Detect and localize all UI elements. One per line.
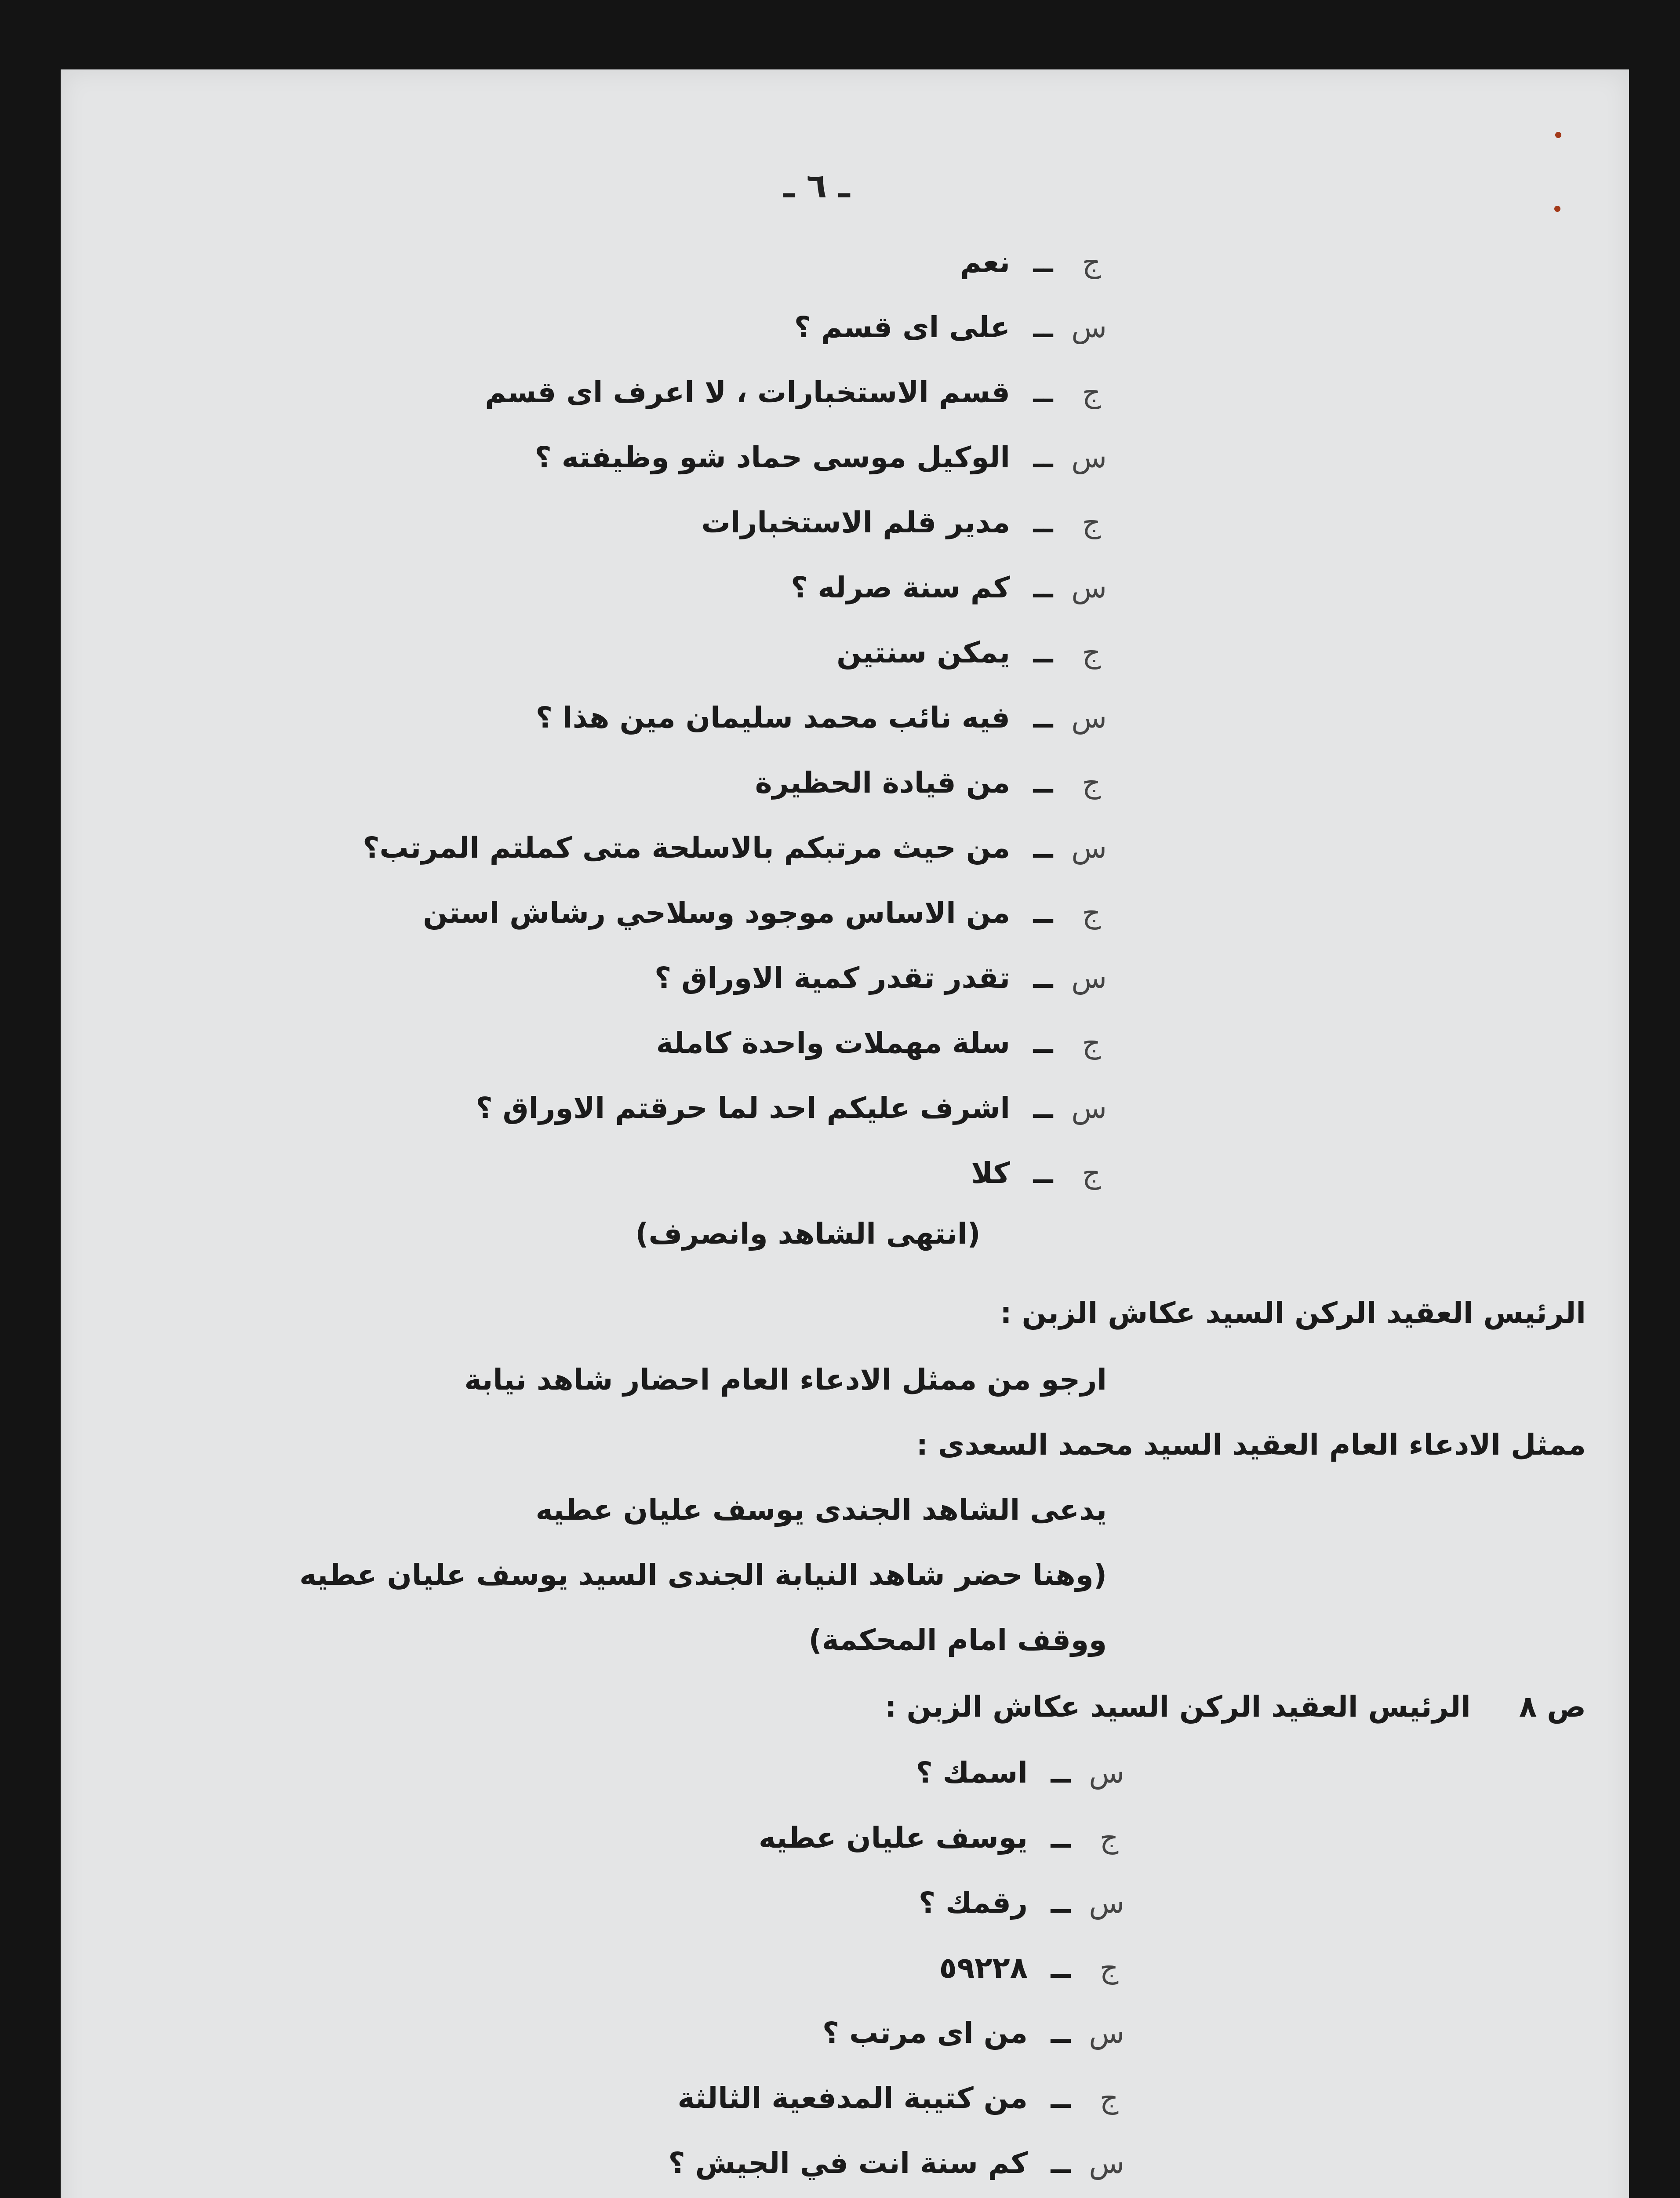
qa-line: جــيوسف عليان عطيه — [758, 1821, 1119, 1855]
qa-line: جــمن كتيبة المدفعية الثالثة — [677, 2081, 1119, 2115]
qa-line: ســالوكيل موسى حماد شو وظيفته ؟ — [535, 440, 1107, 474]
qa-line: جــ٥٩٢٢٨ — [939, 1951, 1119, 1985]
paper-mark — [1555, 132, 1561, 138]
qa-line: ســعلى اى قسم ؟ — [794, 310, 1107, 344]
qa-line: ســفيه نائب محمد سليمان مين هذا ؟ — [535, 701, 1107, 735]
qa-line: جــقسم الاستخبارات ، لا اعرف اى قسم — [485, 375, 1101, 409]
qa-line: ســمن حيث مرتبكم بالاسلحة متى كملتم المرتب؟ — [363, 831, 1107, 865]
call-witness: يدعى الشاهد الجندى يوسف عليان عطيه — [535, 1493, 1107, 1527]
qa-line: ســاسمك ؟ — [916, 1756, 1124, 1790]
page-number: ـ ٦ ـ — [783, 166, 850, 205]
qa-line: ســمن اى مرتب ؟ — [822, 2016, 1124, 2050]
qa-line: ســكم سنة انت في الجيش ؟ — [668, 2146, 1124, 2180]
qa-line: ســرقمك ؟ — [918, 1886, 1124, 1920]
paper-mark — [1554, 206, 1560, 212]
document-page — [61, 69, 1629, 2198]
witness-dismissed-note: (انتهى الشاهد وانصرف) — [635, 1217, 981, 1251]
qa-line: ســكم سنة صرله ؟ — [791, 571, 1107, 604]
qa-line: جــكلا — [971, 1156, 1101, 1190]
president-request: ارجو من ممثل الادعاء العام احضار شاهد نيابة — [464, 1363, 1107, 1397]
page-reference: ص ٨ — [1519, 1690, 1586, 1724]
qa-line: جــمن قيادة الحظيرة — [755, 766, 1101, 800]
qa-line: جــيمكن سنتين — [836, 636, 1101, 670]
speaker-president: الرئيس العقيد الركن السيد عكاش الزبن : — [1000, 1296, 1586, 1330]
qa-line: ســاشرف عليكم احد لما حرقتم الاوراق ؟ — [476, 1091, 1107, 1125]
qa-line: ســتقدر تقدر كمية الاوراق ؟ — [654, 961, 1107, 995]
speaker-prosecution: ممثل الادعاء العام العقيد السيد محمد السعدى : — [916, 1428, 1586, 1462]
qa-line: جــسلة مهملات واحدة كاملة — [656, 1026, 1101, 1060]
witness-entry-note: (وهنا حضر شاهد النيابة الجندى السيد يوسف عليان عطيه — [299, 1558, 1107, 1592]
qa-line: جــمدير قلم الاستخبارات — [701, 506, 1101, 539]
qa-line: جــنعم — [960, 245, 1101, 279]
witness-entry-note-end: ووقف امام المحكمة) — [808, 1623, 1107, 1657]
speaker-president-2: ص ٨الرئيس العقيد الركن السيد عكاش الزبن : — [885, 1690, 1586, 1724]
qa-line: جــمن الاساس موجود وسلاحي رشاش استن — [423, 896, 1101, 930]
